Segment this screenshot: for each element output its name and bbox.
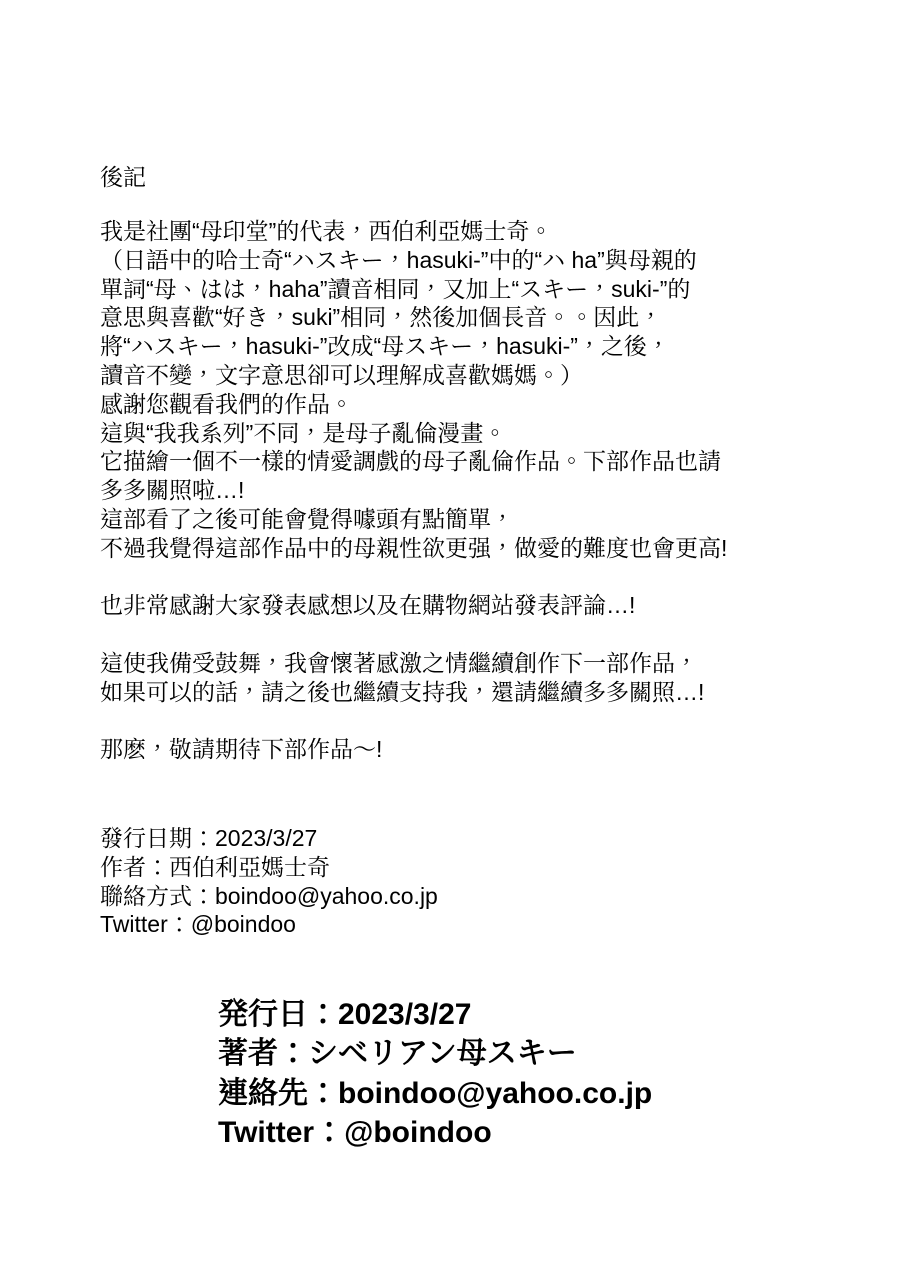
afterword-line: 感謝您觀看我們的作品。 [100, 390, 353, 417]
author-jp: 著者：シベリアン母スキー [218, 1037, 577, 1071]
afterword-line: 讀音不變，文字意思卻可以理解成喜歡媽媽。） [100, 361, 583, 388]
afterword-line: 意思與喜歡“好き，suki”相同，然後加個長音。。因此， [100, 304, 663, 331]
afterword-line: （日語中的哈士奇“ハスキー，hasuki-”中的“ハ ha”與母親的 [100, 246, 697, 273]
release-date-jp: 発行日：2023/3/27 [218, 998, 472, 1031]
twitter-jp: Twitter：@boindoo [218, 1116, 492, 1150]
publication-info-zh [100, 824, 438, 939]
contact-jp: 連絡先：boindoo@yahoo.co.jp [218, 1076, 653, 1110]
release-date-zh: 發行日期：2023/3/27 [100, 825, 318, 851]
publication-info-jp [218, 995, 652, 1153]
author-zh: 作者：西伯利亞媽士奇 [100, 853, 330, 880]
afterword-line: 它描繪一個不一樣的情愛調戲的母子亂倫作品。下部作品也請 [100, 448, 721, 475]
afterword-line: 單詞“母、はは，haha”讀音相同，又加上“スキー，suki-”的 [100, 275, 691, 302]
contact-zh: 聯絡方式：boindoo@yahoo.co.jp [100, 882, 438, 909]
afterword-blank-line [100, 707, 727, 736]
afterword-line: 多多關照啦…! [100, 477, 245, 504]
afterword-line: 將“ハスキー，hasuki-”改成“母スキー，hasuki-”，之後， [100, 333, 670, 360]
afterword-line: 那麽，敬請期待下部作品～! [100, 736, 383, 763]
afterword-blank-line [100, 620, 727, 649]
afterword-line: 我是社團“母印堂”的代表，西伯利亞媽士奇。 [100, 218, 553, 244]
afterword-line: 這與“我我系列”不同，是母子亂倫漫畫。 [100, 419, 507, 446]
twitter-zh: Twitter：@boindoo [100, 911, 296, 938]
afterword-line: 也非常感謝大家發表感想以及在購物網站發表評論…! [100, 592, 636, 619]
afterword-line: 這使我備受鼓舞，我會懷著感激之情繼續創作下一部作品， [100, 649, 698, 676]
page-title: 後記 [100, 164, 146, 190]
afterword-text [100, 217, 727, 764]
afterword-line: 不過我覺得這部作品中的母親性欲更强，做愛的難度也會更高! [100, 534, 728, 561]
afterword-line: 這部看了之後可能會覺得噱頭有點簡單， [100, 505, 514, 532]
afterword-line: 如果可以的話，請之後也繼續支持我，還請繼續多多關照…! [100, 678, 705, 705]
afterword-blank-line [100, 563, 727, 592]
